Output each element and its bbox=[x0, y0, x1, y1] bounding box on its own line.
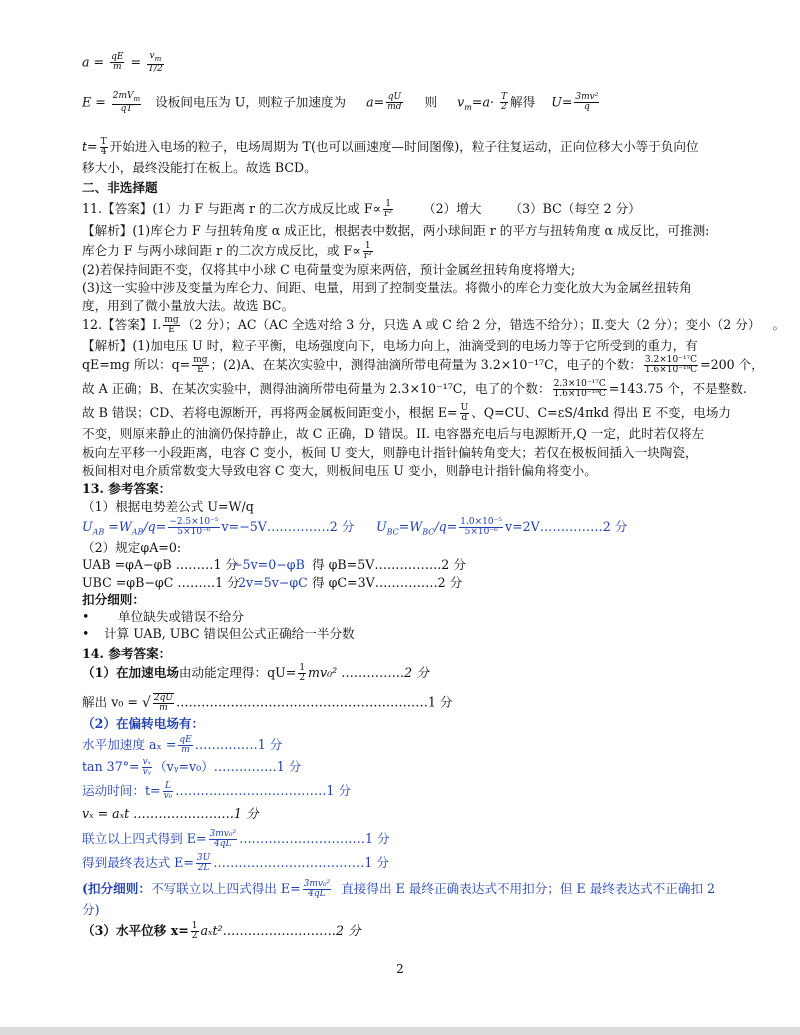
section-title: 二、非选择题 bbox=[82, 180, 158, 195]
q13-deduct-2: 计算 UAB, UBC 错误但公式正确给一半分数 bbox=[104, 626, 355, 641]
q11-analysis-5: 度，用到了微小量放大法。故选 BC。 bbox=[82, 298, 295, 313]
q14-line-11: 分) bbox=[82, 902, 100, 917]
q13-deduct-1: 单位缺失或错误不给分 bbox=[118, 609, 244, 624]
q13-uab: $U_{AB} =W_{AB}/q=$ $\frac{\text{−2.5×10⁻⁵}}{\text{5×10⁻⁶}}$ v=−5V……………2 分 bbox=[82, 517, 355, 537]
bullet-icon: • bbox=[82, 609, 90, 624]
q12-analysis-3: 故 A 正确；B、在某次实验中，测得油滴所带电荷量为 2.3×10⁻¹⁷C，电了的个数： $\frac{\text{2.3×10⁻¹⁷C}}{\text{1.6×10⁻¹⁹C}}$ =143.75 个，不是整数. bbox=[82, 379, 747, 399]
q13-ubc: $U_{BC}=W_{BC}/q=$ $\frac{\text{1.0×10⁻⁵}}{\text{5×10⁻⁶}}$ v=2V……………2 分 bbox=[376, 517, 628, 537]
q13-line-5b: 2v=5v−φC bbox=[238, 575, 308, 590]
page-number: 2 bbox=[396, 962, 404, 976]
q12-analysis-1: 【解析】(1)加电压 U 时，粒子平衡，电场强度向下，电场力向上，油滴受到的电场力等于它所受到的重力，有 bbox=[82, 338, 698, 353]
q14-line-6: 运动时间：t= $\frac{L}{\text{v₀}}$ ………………………………1 分 bbox=[82, 781, 352, 801]
q13-line-5a: UBC =φB−φC ………1 分 bbox=[82, 575, 240, 590]
paragraph-bcd-line1: t= $\frac{T}{4}$ 开始进入电场的粒子，电场周期为 T(也可以画速度—时间图像)，粒子往复运动，正向位移大小等于负向位 bbox=[82, 137, 699, 157]
q14-line-10: (扣分细则：不写联立以上四式得出 E= $\frac{\text{3mv₀²}}{4qL}$ 直接得出 E 最终正确表达式不用扣分；但 E 最终表达式不正确扣 2 bbox=[82, 879, 716, 899]
q14-line-5: tan 37°= $\frac{\text{vₓ}}{\text{vᵧ}}$ （vᵧ=v₀）……………1 分 bbox=[82, 757, 302, 777]
q14-line-9: 得到最终表达式 E= $\frac{3U}{2L}$ ………………………………1 分 bbox=[82, 853, 389, 873]
bullet-icon: • bbox=[82, 626, 90, 641]
q14-line-2: 解出 v₀ = √ $\frac{2qU}{m}$ ……………………………………………………1 分 bbox=[82, 693, 453, 713]
q13-line-4c: 得 φB=5V…………….2 分 bbox=[312, 557, 466, 572]
q11-analysis-3: (2)若保持间距不变，仅将其中小球 C 电荷量变为原来两倍，预计金属丝扭转角度将增大; bbox=[82, 262, 576, 277]
q14-line-7: vₓ = aₓt ……………………1 分 bbox=[82, 806, 259, 821]
q12-analysis-6: 板向左平移一小段距离，电容 C 变小，板间 U 变大，则静电计指针偏转角变大；若仅在极板间插入一块陶瓷， bbox=[82, 445, 698, 460]
equation-acceleration: a = $\frac{qE}{m}$ = $\frac{v_m}{T/2}$ bbox=[82, 51, 163, 74]
q14-title: 14. 参考答案： bbox=[82, 646, 172, 661]
bottom-scrollbar-area bbox=[0, 1027, 800, 1035]
q13-line-5c: 得 φC=3V……………2 分 bbox=[312, 575, 463, 590]
q11-analysis-2: 库仑力 F 与两小球间距 r 的二次方成反比，或 F∝ $\frac{1}{\text{r²}}$ bbox=[82, 241, 372, 261]
q13-line-3: （2）规定φA=0: bbox=[82, 540, 182, 555]
q14-line-8: 联立以上四式得到 E= $\frac{\text{3mv₀²}}{4qL}$ …………………………1 分 bbox=[82, 829, 390, 849]
q12-analysis-2: qE=mg 所以：q= $\frac{mg}{E}$ ；(2)A、在某次实验中，测得油滴所带电荷量为 3.2×10⁻¹⁷C，电子的个数： $\frac{\text{3.2×10⁻¹⁷C}}{\text{1.6×10⁻¹⁹C}}$ =200 个， bbox=[82, 355, 764, 375]
q11-analysis-4: (3)这一实验中涉及变量为库仑力、间距、电量，用到了控制变量法。将微小的库仑力变化放大为金属丝扭转角 bbox=[82, 280, 692, 295]
q13-deduct-title: 扣分细则： bbox=[82, 592, 145, 607]
q12-answer: 12.【答案】Ⅰ. $\frac{mg}{E}$ （2 分）；AC（AC 全选对给 3 分，只选 A 或 C 给 2 分，错选不给分）；Ⅱ.变大（2 分）；变小（2 分） 。 bbox=[82, 315, 786, 335]
q14-line-12: （3）水平位移 x= $\frac{1}{2}$ aₓt²………………………2 分 bbox=[82, 921, 361, 941]
q11-analysis-1: 【解析】(1)库仑力 F 与扭转角度 α 成正比，根据表中数据，两小球间距 r 的平方与扭转角度 α 成反比，可推测: bbox=[82, 223, 710, 238]
q12-analysis-4: 故 B 错误；CD、若将电源断开，再将两金属板间距变小，根据 E= $\frac{U}{d}$ 、Q=CU、C=εS/4πkd 得出 E 不变，电场力 bbox=[82, 403, 732, 423]
q14-line-4: 水平加速度 aₓ = $\frac{qE}{m}$ ……………1 分 bbox=[82, 735, 283, 755]
q13-title: 13. 参考答案： bbox=[82, 481, 172, 496]
q13-line-4a: UAB =φA−φB ………1 分 bbox=[82, 557, 239, 572]
q11-answer: 11.【答案】(1）力 F 与距离 r 的二次方成反比或 F∝ $\frac{1}{\text{r²}}$ （2）增大 （3）BC（每空 2 分） bbox=[82, 199, 641, 219]
q14-line-1: （1）在加速电场由动能定理得：qU= $\frac{1}{2}$ mv₀² ……………2 分 bbox=[82, 663, 429, 683]
equation-field-voltage: E = $\frac{2mV_m}{qT}$ 设板间电压为 U，则粒子加速度为 a= $\frac{qU}{md}$ 则 $v_m=a\cdot$ $\frac{T}{2}$ 解得 U= $\frac{\text{3mv²}}{q}$ bbox=[82, 91, 599, 114]
paragraph-bcd-line2: 移大小，最终没能打在板上。故选 BCD。 bbox=[82, 160, 317, 175]
q12-analysis-5: 不变，则原来静止的油滴仍保持静止，故 C 正确，D 错误。II. 电容器充电后与电源断开,Q 一定，此时若仅将左 bbox=[82, 426, 705, 441]
q14-line-3: （2）在偏转电场有： bbox=[82, 716, 205, 731]
q13-line-1: （1）根据电势差公式 U=W/q bbox=[82, 499, 254, 514]
q12-analysis-7: 板间相对电介质常数变大导致电容 C 变大，则板间电压 U 变小，则静电计指针偏角将变小。 bbox=[82, 463, 597, 478]
q13-line-4b: −5v=0−φB bbox=[232, 557, 305, 572]
